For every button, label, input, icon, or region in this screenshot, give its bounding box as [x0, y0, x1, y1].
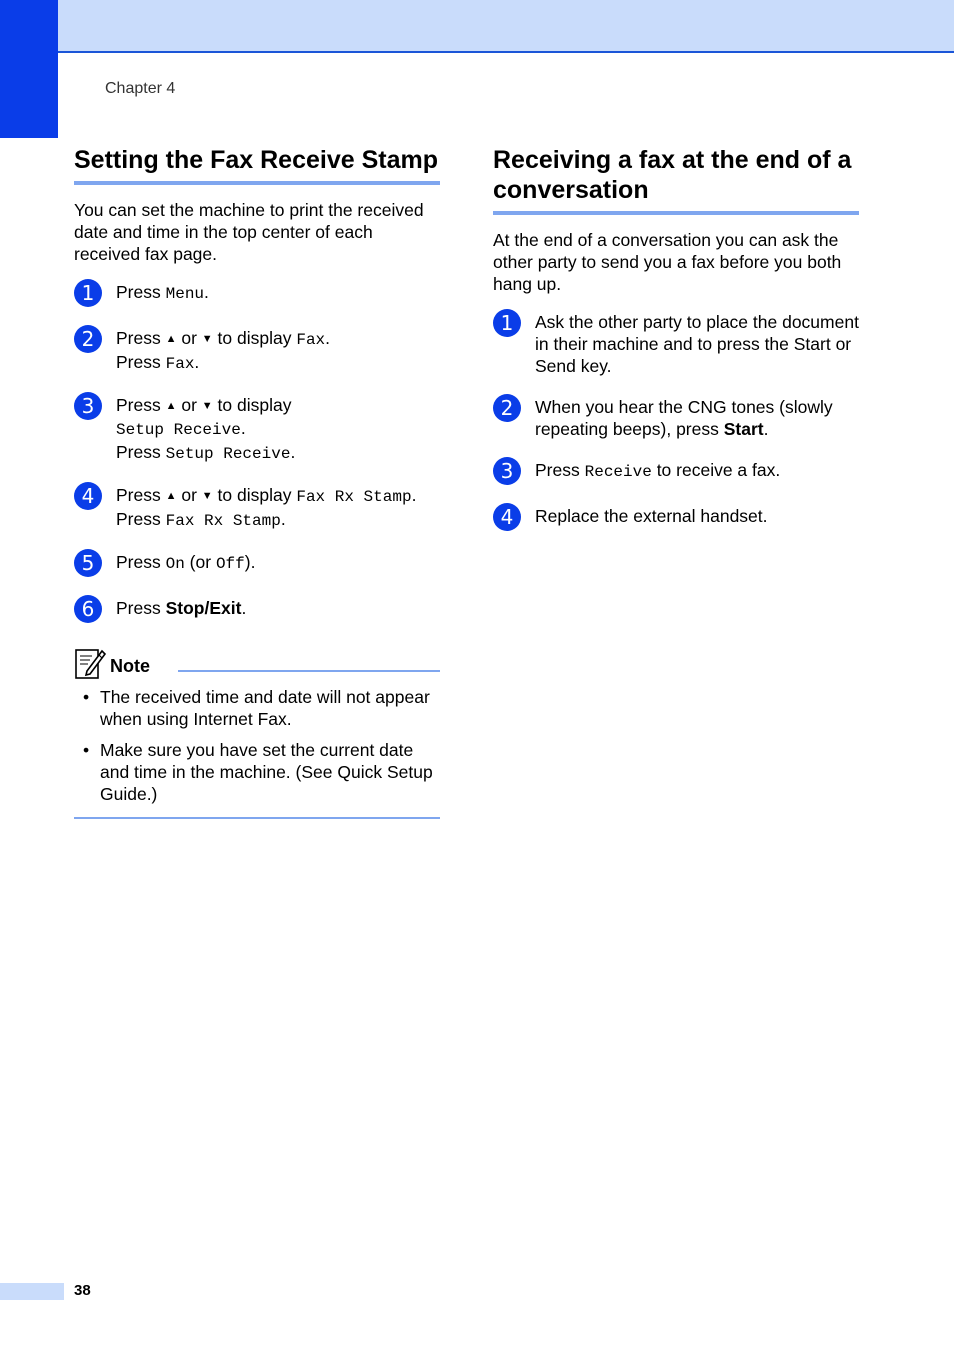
step-number: 3 — [493, 457, 521, 485]
receive-key: Receive — [584, 463, 652, 481]
chapter-label: Chapter 4 — [105, 80, 176, 97]
step-number: 6 — [74, 595, 102, 623]
note-divider — [178, 670, 440, 672]
step-number: 1 — [493, 309, 521, 337]
down-arrow-icon: ▼ — [201, 333, 213, 345]
menu-key: Menu — [165, 285, 205, 303]
start-key: Start — [723, 419, 764, 439]
step-number: 1 — [74, 279, 102, 307]
step-4: 4 Replace the external handset. — [493, 505, 859, 532]
step-3: 3 Press ▲ or ▼ to display Setup Receive. Press Setup Receive. — [74, 394, 440, 465]
note-title: Note — [110, 656, 150, 676]
footer-band — [0, 1283, 64, 1300]
down-arrow-icon: ▼ — [201, 490, 213, 502]
step-1: 1 Press Menu. — [74, 281, 440, 308]
section-intro: At the end of a conversation you can ask the other party to send you a fax before you both hang up. — [493, 230, 842, 294]
page-number: 38 — [74, 1282, 91, 1299]
list-item: • Make sure you have set the current date and time in the machine. (See Quick Setup Guide.) — [83, 740, 433, 804]
down-arrow-icon: ▼ — [201, 400, 213, 412]
left-column — [74, 145, 440, 819]
section-title-receive-end-conversation: Receiving a fax at the end of a conversation — [493, 145, 859, 215]
right-column — [493, 145, 859, 551]
note-bottom-rule — [74, 817, 440, 819]
step-6: 6 Press Stop/Exit. — [74, 597, 440, 624]
note-list — [74, 686, 440, 805]
step-number: 4 — [74, 482, 102, 510]
step-number: 4 — [493, 503, 521, 531]
step-number: 3 — [74, 392, 102, 420]
steps-list — [74, 281, 440, 624]
up-arrow-icon: ▲ — [165, 333, 177, 345]
note-box — [74, 650, 440, 819]
step-3: 3 Press Receive to receive a fax. — [493, 459, 859, 486]
steps-list — [493, 311, 859, 532]
chapter-tab — [0, 0, 58, 138]
step-4: 4 Press ▲ or ▼ to display Fax Rx Stamp. Press Fax Rx Stamp. — [74, 484, 440, 532]
step-2: 2 When you hear the CNG tones (slowly repeating beeps), press Start. — [493, 396, 859, 440]
step-5: 5 Press On (or Off). — [74, 551, 440, 578]
section-intro: You can set the machine to print the received date and time in the top center of each received fax page. — [74, 200, 424, 264]
step-1: 1 Ask the other party to place the document in their machine and to press the Start or Send key. — [493, 311, 859, 377]
section-title-fax-receive-stamp: Setting the Fax Receive Stamp — [74, 145, 440, 185]
stop-exit-key: Stop/Exit — [165, 598, 242, 618]
step-2: 2 Press ▲ or ▼ to display Fax. Press Fax. — [74, 327, 440, 375]
step-number: 2 — [493, 394, 521, 422]
step-number: 5 — [74, 549, 102, 577]
header-band — [0, 0, 954, 53]
list-item: • The received time and date will not appear when using Internet Fax. — [83, 687, 430, 729]
up-arrow-icon: ▲ — [165, 490, 177, 502]
up-arrow-icon: ▲ — [165, 400, 177, 412]
note-pencil-icon — [74, 646, 106, 680]
step-number: 2 — [74, 325, 102, 353]
